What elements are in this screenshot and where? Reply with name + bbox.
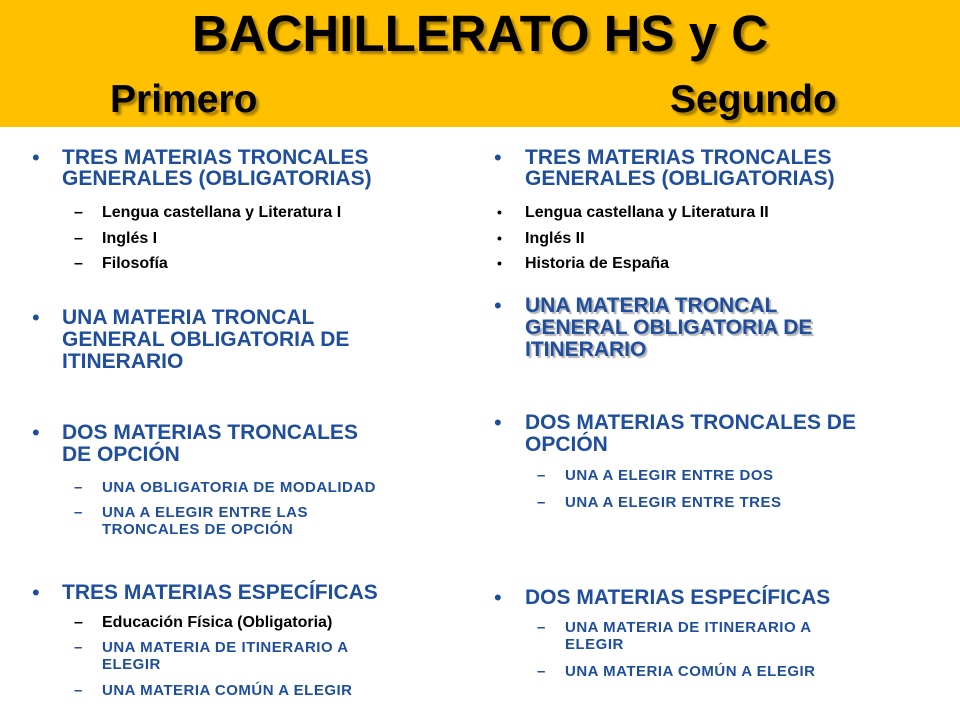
section-heading: TRES MATERIAS TRONCALES <box>525 146 832 169</box>
page-title: BACHILLERATO HS y C <box>191 5 769 62</box>
section-heading: GENERALES (OBLIGATORIAS) <box>525 167 835 190</box>
bullet: • <box>32 420 40 445</box>
section-heading: ITINERARIO <box>525 338 647 361</box>
second-year-heading: Segundo <box>670 78 837 121</box>
section-heading: ITINERARIO <box>62 350 184 373</box>
section-heading: DOS MATERIAS ESPECÍFICAS <box>525 586 831 609</box>
section-heading: TRES MATERIAS ESPECÍFICAS <box>62 581 378 604</box>
bullet: • <box>494 145 502 170</box>
section-heading: GENERAL OBLIGATORIA DE <box>62 328 350 351</box>
bullet: • <box>32 145 40 170</box>
section-heading: GENERALES (OBLIGATORIAS) <box>62 167 372 190</box>
section-heading: UNA MATERIA TRONCAL <box>525 294 778 317</box>
section-heading: DOS MATERIAS TRONCALES DE <box>525 411 856 434</box>
bullet: • <box>494 293 502 318</box>
first-year-heading: Primero <box>110 78 258 121</box>
section-heading: DE OPCIÓN <box>62 443 180 466</box>
section-heading: GENERAL OBLIGATORIA DE <box>525 316 813 339</box>
bullet: • <box>32 580 40 605</box>
title-banner <box>0 0 960 127</box>
section-heading: TRES MATERIAS TRONCALES <box>62 146 369 169</box>
bullet: • <box>494 585 502 610</box>
section-heading: DOS MATERIAS TRONCALES <box>62 421 358 444</box>
bullet: • <box>32 305 40 330</box>
section-heading: UNA MATERIA TRONCAL <box>62 306 315 329</box>
bullet: • <box>494 410 502 435</box>
section-heading: OPCIÓN <box>525 433 608 456</box>
